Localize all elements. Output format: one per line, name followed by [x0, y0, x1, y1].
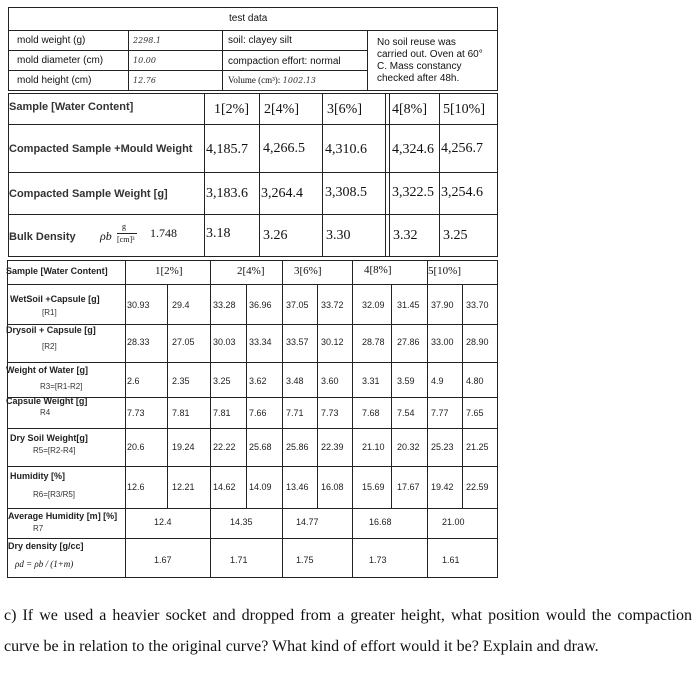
- t2-dry-label: Dry density [g/cc]: [8, 541, 84, 551]
- t2-header-label: Sample [Water Content]: [6, 266, 108, 276]
- bulk-unit-num: g: [122, 222, 126, 231]
- t2-cell-r5-c7: 21.10: [362, 442, 385, 452]
- t2-row-3-sub: R3=[R1-R2]: [40, 382, 83, 391]
- t2-cell-r4-c6: 7.73: [321, 408, 339, 418]
- question-text: c) If we used a heavier socket and dropped from a greater height, what position would the compaction curve be in relation to the original curve? What kind of effort would it be? Explain and draw.: [4, 607, 692, 655]
- t1-mould-3: 4,310.6: [325, 142, 367, 157]
- t2-cell-r5-c9: 25.23: [431, 442, 454, 452]
- t2-cell-r3-c1: 2.6: [127, 376, 140, 386]
- t2-cell-r6-c8: 17.67: [397, 482, 420, 492]
- t2-cell-r1-c2: 29.4: [172, 300, 190, 310]
- t2-row-6-sub: R6=[R3/R5]: [33, 490, 76, 499]
- t1-bulk-2: 3.26: [263, 228, 288, 243]
- note-line-1: No soil reuse was: [377, 37, 456, 48]
- t2-cell-r6-c7: 15.69: [362, 482, 385, 492]
- t1-mould-weight-label: Compacted Sample +Mould Weight: [9, 143, 193, 155]
- t2-cell-r1-c7: 32.09: [362, 300, 385, 310]
- t1-col-4: 4[8%]: [392, 102, 427, 117]
- t1-col-2: 2[4%]: [264, 102, 299, 117]
- t2-col-1: 1[2%]: [155, 265, 183, 277]
- t1-bulk-5: 3.25: [443, 228, 468, 243]
- t2-cell-r4-c1: 7.73: [127, 408, 145, 418]
- t2-cell-r1-c8: 31.45: [397, 300, 420, 310]
- t2-cell-r4-c4: 7.66: [249, 408, 267, 418]
- t2-cell-r4-c5: 7.71: [286, 408, 304, 418]
- t2-dry-1: 1.67: [154, 555, 172, 565]
- note-line-4: checked after 48h.: [377, 73, 460, 84]
- t2-cell-r4-c8: 7.54: [397, 408, 415, 418]
- t2-row-5-label: Dry Soil Weight[g]: [10, 433, 88, 443]
- t1-water-content-label: Sample [Water Content]: [9, 101, 134, 113]
- mold-diameter-value: 10.00: [133, 56, 156, 65]
- t2-row-6-label: Humidity [%]: [10, 471, 65, 481]
- volume-row: [228, 75, 316, 85]
- t1-col-5: 5[10%]: [443, 102, 485, 117]
- test-data-title: test data: [229, 13, 268, 24]
- t1-sample-2: 3,264.4: [261, 186, 303, 201]
- t2-dry-3: 1.75: [296, 555, 314, 565]
- t1-mould-2: 4,266.5: [263, 141, 305, 156]
- t1-bulk-1: 3.18: [206, 226, 231, 241]
- t2-row-1-sub: [R1]: [42, 308, 57, 317]
- t1-mould-5: 4,256.7: [441, 141, 483, 156]
- t2-cell-r2-c5: 33.57: [286, 337, 309, 347]
- t2-cell-r1-c4: 36.96: [249, 300, 272, 310]
- mold-weight-label: mold weight (g): [17, 35, 86, 46]
- t2-cell-r2-c2: 27.05: [172, 337, 195, 347]
- t2-cell-r1-c1: 30.93: [127, 300, 150, 310]
- t1-sample-1: 3,183.6: [206, 186, 248, 201]
- t2-cell-r5-c2: 19.24: [172, 442, 195, 452]
- bulk-unit-fraction-bar: [117, 233, 137, 234]
- t1-sample-weight-label: Compacted Sample Weight [g]: [9, 188, 168, 200]
- t2-cell-r3-c8: 3.59: [397, 376, 415, 386]
- t2-avg-3: 14.77: [296, 517, 319, 527]
- t2-avg-2: 14.35: [230, 517, 253, 527]
- t1-mould-1: 4,185.7: [206, 142, 248, 157]
- t2-avg-4: 16.68: [369, 517, 392, 527]
- t2-cell-r4-c10: 7.65: [466, 408, 484, 418]
- t2-col-2: 2[4%]: [237, 265, 265, 277]
- t2-cell-r3-c6: 3.60: [321, 376, 339, 386]
- t2-cell-r2-c9: 33.00: [431, 337, 454, 347]
- t2-cell-r3-c7: 3.31: [362, 376, 380, 386]
- bulk-density-example: 1.748: [150, 226, 177, 240]
- t2-row-4-sub: R4: [40, 408, 51, 417]
- t2-cell-r3-c3: 3.25: [213, 376, 231, 386]
- t2-cell-r3-c4: 3.62: [249, 376, 267, 386]
- t2-cell-r5-c5: 25.86: [286, 442, 309, 452]
- t2-cell-r3-c2: 2.35: [172, 376, 190, 386]
- t1-bulk-3: 3.30: [326, 228, 351, 243]
- t2-cell-r6-c4: 14.09: [249, 482, 272, 492]
- t2-cell-r5-c4: 25.68: [249, 442, 272, 452]
- t2-cell-r4-c2: 7.81: [172, 408, 190, 418]
- t2-cell-r3-c5: 3.48: [286, 376, 304, 386]
- t2-cell-r2-c10: 28.90: [466, 337, 489, 347]
- t2-avg-label: Average Humidity [m] [%]: [8, 511, 118, 521]
- t2-cell-r2-c1: 28.33: [127, 337, 150, 347]
- t1-bulk-4: 3.32: [393, 228, 418, 243]
- t2-cell-r2-c7: 28.78: [362, 337, 385, 347]
- note-line-3: C. Mass constancy: [377, 61, 462, 72]
- t2-cell-r6-c3: 14.62: [213, 482, 236, 492]
- t2-cell-r6-c10: 22.59: [466, 482, 489, 492]
- t2-row-2-sub: [R2]: [42, 342, 57, 351]
- t2-cell-r4-c7: 7.68: [362, 408, 380, 418]
- t1-sample-4: 3,322.5: [392, 185, 434, 200]
- t2-cell-r6-c2: 12.21: [172, 482, 195, 492]
- t2-row-5-sub: R5=[R2-R4]: [33, 446, 76, 455]
- mold-height-value: 12.76: [133, 76, 156, 85]
- bulk-density-symbol: ρb: [100, 229, 112, 243]
- mold-height-label: mold height (cm): [17, 75, 92, 86]
- t2-avg-5: 21.00: [442, 517, 465, 527]
- t1-mould-4: 4,324.6: [392, 142, 434, 157]
- volume-value: 1002.13: [282, 76, 316, 85]
- t2-cell-r3-c10: 4.80: [466, 376, 484, 386]
- t2-row-3-label: Weight of Water [g]: [6, 365, 88, 375]
- mold-diameter-label: mold diameter (cm): [17, 55, 104, 66]
- t2-cell-r3-c9: 4.9: [431, 376, 444, 386]
- t2-cell-r1-c5: 37.05: [286, 300, 309, 310]
- t2-cell-r6-c6: 16.08: [321, 482, 344, 492]
- t2-row-2-label: Drysoil + Capsule [g]: [6, 325, 96, 335]
- t2-cell-r5-c10: 21.25: [466, 442, 489, 452]
- t2-avg-1: 12.4: [154, 517, 172, 527]
- t2-avg-sub: R7: [33, 524, 44, 533]
- t2-row-4-label: Capsule Weight [g]: [6, 396, 88, 406]
- t2-cell-r5-c1: 20.6: [127, 442, 145, 452]
- t2-cell-r1-c9: 37.90: [431, 300, 454, 310]
- t2-cell-r5-c3: 22.22: [213, 442, 236, 452]
- t2-col-3: 3[6%]: [294, 265, 322, 277]
- t2-dry-4: 1.73: [369, 555, 387, 565]
- t2-row-1-label: WetSoil +Capsule [g]: [10, 294, 100, 304]
- t2-cell-r2-c4: 33.34: [249, 337, 272, 347]
- note-line-2: carried out. Oven at 60°: [377, 49, 483, 60]
- t2-cell-r6-c5: 13.46: [286, 482, 309, 492]
- t1-sample-5: 3,254.6: [441, 185, 483, 200]
- t2-dry-formula: ρd = ρb / (1+m): [15, 559, 74, 569]
- t2-dry-5: 1.61: [442, 555, 460, 565]
- t2-cell-r2-c3: 30.03: [213, 337, 236, 347]
- t1-sample-3: 3,308.5: [325, 185, 367, 200]
- soil-type: soil: clayey silt: [228, 35, 292, 46]
- t2-cell-r5-c6: 22.39: [321, 442, 344, 452]
- t2-dry-2: 1.71: [230, 555, 248, 565]
- t2-cell-r2-c8: 27.86: [397, 337, 420, 347]
- t2-cell-r5-c8: 20.32: [397, 442, 420, 452]
- volume-label: Volume (cm³):: [228, 75, 281, 85]
- t2-cell-r1-c10: 33.70: [466, 300, 489, 310]
- mold-weight-value: 2298.1: [133, 36, 161, 45]
- t2-cell-r6-c1: 12.6: [127, 482, 145, 492]
- t2-cell-r4-c9: 7.77: [431, 408, 449, 418]
- bulk-unit-den: [cm]³: [117, 235, 135, 244]
- t1-bulk-density-label: Bulk Density: [9, 231, 76, 243]
- t2-col-5: 5[10%]: [428, 265, 461, 277]
- t2-col-4: 4[8%]: [364, 264, 392, 276]
- t2-cell-r1-c6: 33.72: [321, 300, 344, 310]
- t2-cell-r4-c3: 7.81: [213, 408, 231, 418]
- t1-col-3: 3[6%]: [327, 102, 362, 117]
- t2-cell-r6-c9: 19.42: [431, 482, 454, 492]
- t1-col-1: 1[2%]: [214, 102, 249, 117]
- t2-cell-r1-c3: 33.28: [213, 300, 236, 310]
- compaction-effort: compaction effort: normal: [228, 56, 341, 67]
- t2-cell-r2-c6: 30.12: [321, 337, 344, 347]
